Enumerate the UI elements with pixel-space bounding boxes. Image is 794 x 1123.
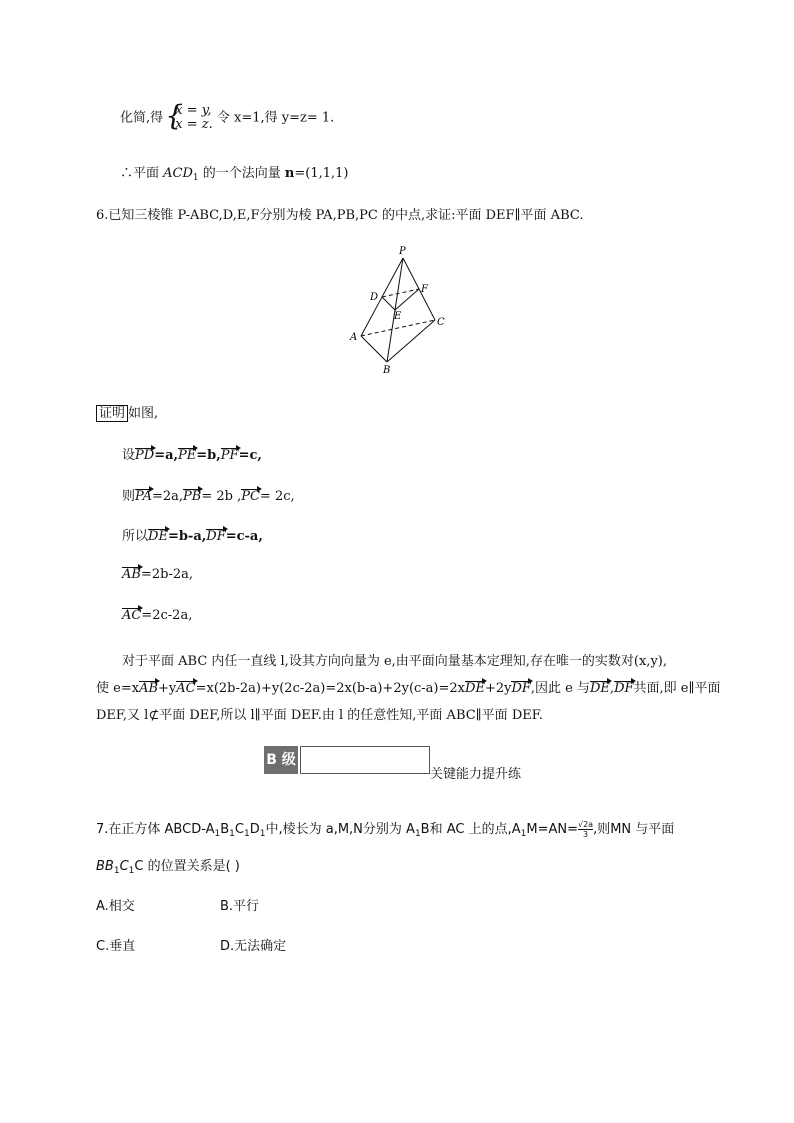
q7-m3: D: [249, 822, 260, 837]
plane-name: ACD: [163, 166, 193, 181]
vector-DF: DF: [206, 529, 226, 544]
option-B[interactable]: B.平行: [220, 899, 260, 914]
q7-pre: 7.在正方体 ABCD-A: [96, 822, 215, 837]
vector-PA: PA: [135, 489, 152, 504]
equation-system: [167, 104, 212, 132]
q7-m4: 中,棱长为 a,M,N分别为 A: [265, 822, 415, 837]
simplify-suffix: 令 x=1,得 y=z= 1.: [216, 110, 335, 126]
simplify-line: [120, 104, 334, 132]
p2-part-d: +2y: [484, 681, 512, 696]
equation-top: { x = y,: [175, 103, 212, 118]
proof-intro-line: [96, 402, 158, 421]
q7-sub1: 1: [214, 829, 221, 839]
q7-sub5: 1: [414, 829, 421, 839]
q7-l2-m2: C 的位置关系是( ): [134, 859, 240, 874]
edge-AC-hidden: [361, 320, 435, 336]
normal-mid: 的一个法向量: [198, 166, 285, 181]
edge-DF-hidden: [382, 289, 419, 297]
p2-part-c: =x(2b-2a)+y(2c-2a)=2x(b-a)+2y(c-a)=2x: [195, 681, 466, 696]
proof-l2-eq2: = 2b ,: [201, 489, 242, 504]
p2-part-e: ,因此 e 与: [530, 681, 590, 696]
label-E: E: [394, 311, 402, 322]
proof-l2-eq1: =2a,: [151, 489, 184, 504]
q7-sub3: 1: [243, 829, 250, 839]
option-A[interactable]: A.相交: [96, 899, 135, 914]
p2-vector-DF-2: DF: [614, 681, 634, 696]
vector-PC: PC: [241, 489, 260, 504]
question-6: 6.已知三棱锥 P-ABC,D,E,F分别为棱 PA,PB,PC 的中点,求证:平面 DEF∥平面 ABC.: [96, 208, 584, 223]
proof-intro: 如图,: [128, 406, 159, 421]
p2-part-a: 使 e=x: [96, 681, 140, 696]
vector-PD: PD: [135, 448, 155, 463]
normal-vector-line: [120, 162, 348, 183]
normal-prefix: ∴平面: [120, 166, 164, 181]
vector-AC: AC: [122, 608, 142, 623]
p2-part-g: 共面,即 e∥平面: [633, 681, 721, 696]
proof-line-3: [122, 525, 263, 544]
vector-AB: AB: [122, 567, 141, 582]
level-title: 关键能力提升练: [430, 767, 522, 782]
simplify-prefix: 化简,得: [120, 110, 164, 126]
q7-frac-num: √2a: [577, 820, 594, 829]
proof-l2-eq3: = 2c,: [259, 489, 295, 504]
edge-BC: [387, 320, 435, 362]
q7-sub4: 1: [259, 829, 266, 839]
proof-l1-prefix: 设: [122, 448, 136, 463]
q7-l2-sub2: 1: [128, 866, 135, 876]
edge-DE: [382, 297, 395, 310]
question-7-line-1: [96, 818, 674, 839]
p2-part-b: +y: [158, 681, 177, 696]
q7-m6: M=AN=: [526, 822, 578, 837]
pyramid-figure: [345, 246, 465, 376]
vector-PF: PF: [220, 448, 239, 463]
proof-line-1: [122, 444, 262, 463]
q7-l2-m1: C: [119, 859, 129, 874]
equation-bottom: x = z.: [175, 117, 213, 132]
label-D: D: [370, 292, 379, 303]
vector-PB: PB: [183, 489, 202, 504]
p2-vector-AC: AC: [176, 681, 196, 696]
q7-m2: C: [234, 822, 244, 837]
p2-vector-DE-2: DE: [590, 681, 610, 696]
level-banner: [264, 746, 430, 774]
proof-l1-eq2: =b,: [196, 448, 221, 463]
option-D[interactable]: D.无法确定: [220, 939, 287, 954]
proof-line-2: [122, 485, 295, 504]
proof-line-4: [122, 567, 193, 582]
vector-DE: DE: [148, 529, 168, 544]
proof-l3-eq1: =b-a,: [167, 529, 207, 544]
q7-l2-pre: BB: [96, 859, 114, 874]
q7-m5: B和 AC 上的点,A: [420, 822, 521, 837]
vector-PE: PE: [178, 448, 197, 463]
q7-m1: B: [220, 822, 230, 837]
p2-vector-DF: DF: [511, 681, 531, 696]
normal-symbol: n: [284, 166, 295, 181]
proof-paragraph-3: DEF,又 l⊄平面 DEF,所以 l∥平面 DEF.由 l 的任意性知,平面 ABC∥平面 DEF.: [96, 708, 543, 723]
proof-l3-eq2: =c-a,: [225, 529, 263, 544]
proof-label: 证明: [96, 405, 128, 422]
edge-AB: [361, 336, 387, 362]
q7-fraction: [578, 820, 593, 839]
question-7-line-2: [96, 855, 240, 876]
p2-part-f: ,: [609, 681, 615, 696]
proof-paragraph-2: [96, 677, 720, 696]
option-C[interactable]: C.垂直: [96, 939, 136, 954]
label-A: A: [350, 332, 358, 343]
q7-frac-den: 3: [582, 830, 589, 839]
plane-subscript: 1: [192, 173, 199, 183]
proof-l3-prefix: 所以: [122, 529, 149, 544]
p2-vector-DE: DE: [465, 681, 485, 696]
q7-sub6: 1: [520, 829, 527, 839]
normal-value: =(1,1,1): [294, 166, 349, 181]
proof-l2-prefix: 则: [122, 489, 136, 504]
label-F: F: [421, 284, 428, 295]
level-tag: B 级: [264, 746, 298, 774]
label-P: P: [399, 246, 406, 257]
proof-l4-eq1: =2b-2a,: [140, 567, 193, 582]
proof-l5-eq1: =2c-2a,: [141, 608, 193, 623]
proof-l1-eq3: =c,: [238, 448, 262, 463]
label-B: B: [383, 365, 391, 376]
proof-l1-eq1: =a,: [154, 448, 179, 463]
label-C: C: [437, 317, 445, 328]
q7-l2-sub1: 1: [113, 866, 120, 876]
level-frame: [300, 746, 430, 774]
proof-paragraph-1: 对于平面 ABC 内任一直线 l,设其方向向量为 e,由平面向量基本定理知,存在唯一的实数对(x,y),: [122, 654, 667, 669]
proof-line-5: [122, 608, 192, 623]
edge-EF: [395, 289, 419, 310]
q7-m7: ,则MN 与平面: [593, 822, 675, 837]
p2-vector-AB: AB: [139, 681, 159, 696]
q7-sub2: 1: [229, 829, 235, 839]
